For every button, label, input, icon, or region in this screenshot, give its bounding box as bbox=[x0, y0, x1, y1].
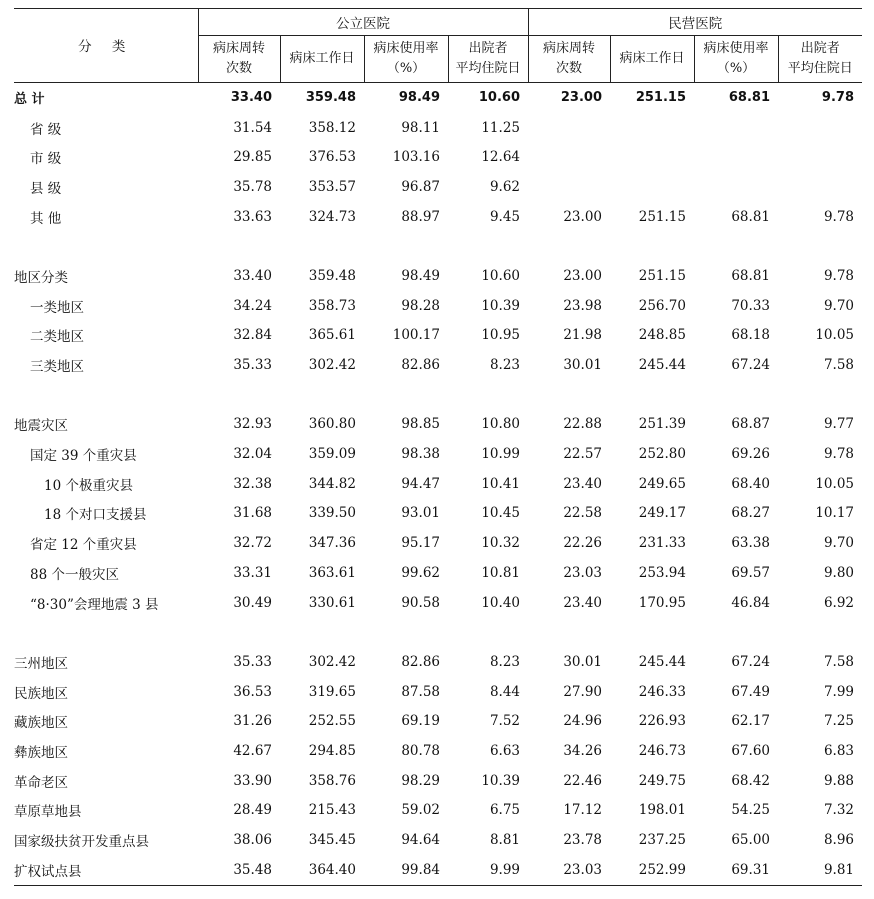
value-cell: 10.32 bbox=[481, 535, 520, 552]
table-row bbox=[14, 855, 862, 885]
value-cell: 10.80 bbox=[481, 416, 520, 433]
value-cell: 237.25 bbox=[638, 832, 686, 849]
value-cell: 10.45 bbox=[481, 505, 520, 522]
row-label: 地震灾区 bbox=[14, 418, 68, 435]
value-cell bbox=[528, 142, 610, 172]
value-cell: 6.75 bbox=[489, 802, 520, 819]
value-cell: 29.85 bbox=[233, 149, 272, 166]
value-cell: 10.05 bbox=[815, 475, 854, 492]
value-cell: 38.06 bbox=[233, 832, 272, 849]
value-cell: 12.64 bbox=[481, 149, 520, 166]
value-cell: 8.96 bbox=[823, 832, 854, 849]
value-cell: 251.39 bbox=[638, 416, 686, 433]
value-cell: 246.73 bbox=[638, 742, 686, 759]
value-cell: 23.00 bbox=[560, 90, 602, 106]
value-cell: 7.52 bbox=[489, 713, 520, 730]
column-header-line2: 平均住院日 bbox=[455, 61, 521, 76]
value-cell: 28.49 bbox=[233, 802, 272, 819]
value-cell: 35.33 bbox=[233, 357, 272, 374]
row-label: 其 他 bbox=[30, 210, 62, 227]
value-cell: 347.36 bbox=[308, 535, 356, 552]
table-row bbox=[14, 321, 862, 351]
table-row bbox=[14, 499, 862, 529]
value-cell: 42.67 bbox=[233, 742, 272, 759]
value-cell: 10.41 bbox=[481, 475, 520, 492]
value-cell: 7.25 bbox=[823, 713, 854, 730]
spacer-cell bbox=[528, 617, 610, 647]
value-cell: 294.85 bbox=[308, 742, 356, 759]
row-label: 10 个极重灾县 bbox=[44, 477, 133, 494]
row-label: 国定 39 个重灾县 bbox=[30, 448, 137, 465]
value-cell: 103.16 bbox=[392, 149, 440, 166]
value-cell: 198.01 bbox=[638, 802, 686, 819]
value-cell: 9.81 bbox=[778, 855, 862, 885]
value-cell: 376.53 bbox=[308, 149, 356, 166]
value-cell: 364.40 bbox=[280, 855, 364, 885]
value-cell: 339.50 bbox=[308, 505, 356, 522]
value-cell bbox=[778, 142, 862, 172]
table-row bbox=[14, 350, 862, 380]
value-cell: 245.44 bbox=[638, 357, 686, 374]
value-cell: 9.77 bbox=[823, 416, 854, 433]
value-cell: 359.09 bbox=[308, 446, 356, 463]
value-cell: 330.61 bbox=[308, 594, 356, 611]
value-cell: 23.00 bbox=[563, 267, 602, 284]
value-cell bbox=[610, 113, 694, 143]
value-cell: 98.28 bbox=[401, 297, 440, 314]
value-cell: 9.62 bbox=[489, 178, 520, 195]
value-cell: 9.88 bbox=[823, 772, 854, 789]
value-cell: 27.90 bbox=[563, 683, 602, 700]
row-label: 彝族地区 bbox=[14, 744, 68, 761]
value-cell: 215.43 bbox=[308, 802, 356, 819]
value-cell: 9.78 bbox=[821, 90, 854, 106]
table-row bbox=[14, 291, 862, 321]
value-cell: 10.39 bbox=[481, 772, 520, 789]
value-cell: 33.63 bbox=[233, 208, 272, 225]
value-cell: 63.38 bbox=[731, 535, 770, 552]
value-cell: 10.60 bbox=[478, 90, 520, 106]
value-cell: 68.87 bbox=[731, 416, 770, 433]
value-cell: 251.15 bbox=[638, 208, 686, 225]
table-row bbox=[14, 706, 862, 736]
row-label: 二类地区 bbox=[30, 329, 84, 346]
value-cell: 359.48 bbox=[308, 267, 356, 284]
value-cell: 69.57 bbox=[731, 564, 770, 581]
table-row bbox=[14, 677, 862, 707]
value-cell: 82.86 bbox=[401, 357, 440, 374]
value-cell: 7.99 bbox=[823, 683, 854, 700]
value-cell: 100.17 bbox=[392, 327, 440, 344]
value-cell: 11.25 bbox=[481, 119, 520, 136]
spacer-cell bbox=[364, 231, 448, 261]
row-label: 88 个一般灾区 bbox=[30, 566, 119, 583]
value-cell: 359.48 bbox=[305, 90, 356, 106]
spacer-cell bbox=[280, 617, 364, 647]
value-cell: 358.12 bbox=[308, 119, 356, 136]
row-label: 总 计 bbox=[14, 92, 45, 108]
value-cell: 344.82 bbox=[308, 475, 356, 492]
spacer-cell bbox=[14, 231, 198, 261]
value-cell: 248.85 bbox=[638, 327, 686, 344]
spacer-row bbox=[14, 380, 862, 410]
column-header-line2: 次数 bbox=[225, 61, 252, 76]
value-cell: 8.23 bbox=[489, 357, 520, 374]
column-header-line2: 平均住院日 bbox=[787, 61, 853, 76]
value-cell: 32.72 bbox=[233, 535, 272, 552]
spacer-cell bbox=[198, 231, 280, 261]
value-cell: 32.93 bbox=[233, 416, 272, 433]
column-header-line1: 病床工作日 bbox=[289, 51, 355, 66]
value-cell: 68.40 bbox=[731, 475, 770, 492]
spacer-cell bbox=[364, 617, 448, 647]
value-cell: 23.40 bbox=[563, 594, 602, 611]
value-cell: 99.62 bbox=[401, 564, 440, 581]
column-header bbox=[198, 36, 280, 83]
value-cell: 94.64 bbox=[401, 832, 440, 849]
value-cell: 30.01 bbox=[563, 357, 602, 374]
value-cell bbox=[694, 113, 778, 143]
spacer-row bbox=[14, 617, 862, 647]
table-row bbox=[14, 588, 862, 618]
value-cell: 23.03 bbox=[563, 564, 602, 581]
value-cell: 249.65 bbox=[638, 475, 686, 492]
column-header-line1: 出院者 bbox=[800, 41, 840, 56]
value-cell: 32.84 bbox=[233, 327, 272, 344]
value-cell: 93.01 bbox=[401, 505, 440, 522]
value-cell bbox=[694, 172, 778, 202]
value-cell: 30.01 bbox=[563, 653, 602, 670]
spacer-cell bbox=[280, 231, 364, 261]
spacer-cell bbox=[610, 380, 694, 410]
spacer-cell bbox=[694, 231, 778, 261]
column-header bbox=[778, 36, 862, 83]
value-cell: 82.86 bbox=[401, 653, 440, 670]
value-cell: 68.81 bbox=[728, 90, 770, 106]
table-row bbox=[14, 796, 862, 826]
table-row bbox=[14, 766, 862, 796]
value-cell: 9.70 bbox=[823, 535, 854, 552]
value-cell: 67.49 bbox=[731, 683, 770, 700]
value-cell: 98.85 bbox=[401, 416, 440, 433]
table-row bbox=[14, 142, 862, 172]
value-cell: 94.47 bbox=[401, 475, 440, 492]
row-label: 扩权试点县 bbox=[14, 855, 198, 885]
row-label: “8·30”会理地震 3 县 bbox=[30, 596, 159, 613]
hospital-bed-statistics-table bbox=[14, 8, 862, 886]
row-label: 县 级 bbox=[30, 180, 62, 197]
column-header-line1: 病床周转 bbox=[212, 41, 265, 56]
spacer-cell bbox=[778, 380, 862, 410]
spacer-cell bbox=[364, 380, 448, 410]
spacer-cell bbox=[610, 617, 694, 647]
spacer-cell bbox=[694, 617, 778, 647]
value-cell: 10.40 bbox=[481, 594, 520, 611]
value-cell: 23.78 bbox=[563, 832, 602, 849]
row-label: 三类地区 bbox=[30, 359, 84, 376]
value-cell: 54.25 bbox=[731, 802, 770, 819]
value-cell: 6.63 bbox=[489, 742, 520, 759]
spacer-cell bbox=[280, 380, 364, 410]
table-row bbox=[14, 172, 862, 202]
spacer-cell bbox=[778, 617, 862, 647]
value-cell: 70.33 bbox=[731, 297, 770, 314]
value-cell: 7.32 bbox=[823, 802, 854, 819]
value-cell: 231.33 bbox=[638, 535, 686, 552]
value-cell: 22.88 bbox=[563, 416, 602, 433]
row-label: 三州地区 bbox=[14, 655, 68, 672]
spacer-row bbox=[14, 231, 862, 261]
value-cell: 69.26 bbox=[731, 446, 770, 463]
value-cell: 90.58 bbox=[401, 594, 440, 611]
value-cell: 253.94 bbox=[638, 564, 686, 581]
value-cell: 256.70 bbox=[638, 297, 686, 314]
value-cell: 33.31 bbox=[233, 564, 272, 581]
value-cell: 23.00 bbox=[563, 208, 602, 225]
value-cell: 245.44 bbox=[638, 653, 686, 670]
value-cell: 7.58 bbox=[823, 653, 854, 670]
value-cell: 9.78 bbox=[823, 208, 854, 225]
table-row bbox=[14, 439, 862, 469]
table-row bbox=[14, 558, 862, 588]
value-cell: 365.61 bbox=[308, 327, 356, 344]
spacer-cell bbox=[14, 617, 198, 647]
value-cell: 98.11 bbox=[401, 119, 440, 136]
value-cell: 363.61 bbox=[308, 564, 356, 581]
public-hospital-header: 公立医院 bbox=[198, 9, 528, 36]
value-cell: 10.39 bbox=[481, 297, 520, 314]
value-cell: 35.78 bbox=[233, 178, 272, 195]
value-cell: 98.49 bbox=[398, 90, 440, 106]
table-row bbox=[14, 825, 862, 855]
value-cell: 23.03 bbox=[528, 855, 610, 885]
row-label: 省 级 bbox=[30, 121, 62, 138]
value-cell: 67.24 bbox=[731, 357, 770, 374]
spacer-cell bbox=[448, 231, 528, 261]
value-cell: 32.04 bbox=[233, 446, 272, 463]
value-cell: 9.80 bbox=[823, 564, 854, 581]
value-cell: 10.17 bbox=[815, 505, 854, 522]
value-cell bbox=[610, 172, 694, 202]
value-cell: 9.45 bbox=[489, 208, 520, 225]
row-label: 市 级 bbox=[30, 151, 62, 168]
value-cell: 62.17 bbox=[731, 713, 770, 730]
value-cell: 99.84 bbox=[364, 855, 448, 885]
category-header: 分 类 bbox=[14, 9, 198, 83]
value-cell: 95.17 bbox=[401, 535, 440, 552]
value-cell: 36.53 bbox=[233, 683, 272, 700]
spacer-cell bbox=[778, 231, 862, 261]
spacer-cell bbox=[528, 380, 610, 410]
value-cell: 9.78 bbox=[823, 267, 854, 284]
value-cell: 68.81 bbox=[731, 208, 770, 225]
value-cell: 10.95 bbox=[481, 327, 520, 344]
column-header-line2: 次数 bbox=[555, 61, 582, 76]
value-cell: 21.98 bbox=[563, 327, 602, 344]
value-cell: 88.97 bbox=[401, 208, 440, 225]
value-cell: 23.98 bbox=[563, 297, 602, 314]
value-cell: 31.68 bbox=[233, 505, 272, 522]
spacer-cell bbox=[448, 617, 528, 647]
value-cell: 252.99 bbox=[610, 855, 694, 885]
value-cell: 22.46 bbox=[563, 772, 602, 789]
value-cell: 246.33 bbox=[638, 683, 686, 700]
value-cell: 80.78 bbox=[401, 742, 440, 759]
value-cell: 9.70 bbox=[823, 297, 854, 314]
value-cell: 302.42 bbox=[308, 653, 356, 670]
spacer-cell bbox=[528, 231, 610, 261]
value-cell: 67.60 bbox=[731, 742, 770, 759]
row-label: 18 个对口支援县 bbox=[44, 507, 147, 524]
value-cell bbox=[528, 113, 610, 143]
column-header-line1: 病床使用率 bbox=[703, 41, 769, 56]
value-cell bbox=[778, 113, 862, 143]
value-cell: 22.58 bbox=[563, 505, 602, 522]
column-header-line1: 病床周转 bbox=[542, 41, 595, 56]
value-cell: 68.81 bbox=[731, 267, 770, 284]
value-cell: 35.33 bbox=[233, 653, 272, 670]
value-cell: 252.80 bbox=[638, 446, 686, 463]
value-cell: 98.38 bbox=[401, 446, 440, 463]
value-cell: 170.95 bbox=[638, 594, 686, 611]
value-cell: 10.60 bbox=[481, 267, 520, 284]
row-label: 革命老区 bbox=[14, 774, 68, 791]
value-cell: 68.27 bbox=[731, 505, 770, 522]
table-row bbox=[14, 736, 862, 766]
value-cell: 251.15 bbox=[638, 267, 686, 284]
value-cell: 67.24 bbox=[731, 653, 770, 670]
value-cell: 10.05 bbox=[815, 327, 854, 344]
column-header bbox=[448, 36, 528, 83]
value-cell: 8.23 bbox=[489, 653, 520, 670]
value-cell: 10.99 bbox=[481, 446, 520, 463]
value-cell: 6.83 bbox=[823, 742, 854, 759]
value-cell: 96.87 bbox=[401, 178, 440, 195]
value-cell: 345.45 bbox=[308, 832, 356, 849]
value-cell: 251.15 bbox=[635, 90, 686, 106]
value-cell: 7.58 bbox=[823, 357, 854, 374]
spacer-cell bbox=[448, 380, 528, 410]
table-row bbox=[14, 261, 862, 291]
column-header bbox=[528, 36, 610, 83]
table-row bbox=[14, 647, 862, 677]
value-cell: 23.40 bbox=[563, 475, 602, 492]
value-cell: 24.96 bbox=[563, 713, 602, 730]
value-cell: 87.58 bbox=[401, 683, 440, 700]
table-row bbox=[14, 83, 862, 113]
value-cell: 226.93 bbox=[638, 713, 686, 730]
value-cell: 10.81 bbox=[481, 564, 520, 581]
private-hospital-header: 民营医院 bbox=[528, 9, 862, 36]
column-header bbox=[694, 36, 778, 83]
value-cell: 33.90 bbox=[233, 772, 272, 789]
value-cell: 31.26 bbox=[233, 713, 272, 730]
value-cell: 302.42 bbox=[308, 357, 356, 374]
value-cell: 65.00 bbox=[731, 832, 770, 849]
row-label: 草原草地县 bbox=[14, 804, 82, 821]
column-header-line1: 病床工作日 bbox=[619, 51, 685, 66]
table-row bbox=[14, 202, 862, 232]
column-header bbox=[610, 36, 694, 83]
value-cell: 33.40 bbox=[233, 267, 272, 284]
value-cell: 8.81 bbox=[489, 832, 520, 849]
table-row bbox=[14, 410, 862, 440]
value-cell: 98.49 bbox=[401, 267, 440, 284]
value-cell bbox=[778, 172, 862, 202]
value-cell: 353.57 bbox=[308, 178, 356, 195]
row-label: 地区分类 bbox=[14, 269, 68, 286]
value-cell: 98.29 bbox=[401, 772, 440, 789]
value-cell: 22.57 bbox=[563, 446, 602, 463]
value-cell: 69.19 bbox=[401, 713, 440, 730]
value-cell: 249.75 bbox=[638, 772, 686, 789]
spacer-cell bbox=[198, 380, 280, 410]
value-cell: 59.02 bbox=[401, 802, 440, 819]
row-label: 国家级扶贫开发重点县 bbox=[14, 834, 149, 851]
value-cell: 30.49 bbox=[233, 594, 272, 611]
value-cell: 252.55 bbox=[308, 713, 356, 730]
spacer-cell bbox=[694, 380, 778, 410]
table-row bbox=[14, 469, 862, 499]
value-cell: 358.76 bbox=[308, 772, 356, 789]
value-cell: 17.12 bbox=[563, 802, 602, 819]
value-cell: 324.73 bbox=[308, 208, 356, 225]
value-cell: 9.78 bbox=[823, 446, 854, 463]
value-cell: 6.92 bbox=[823, 594, 854, 611]
spacer-cell bbox=[610, 231, 694, 261]
value-cell: 32.38 bbox=[233, 475, 272, 492]
value-cell: 68.42 bbox=[731, 772, 770, 789]
value-cell: 8.44 bbox=[489, 683, 520, 700]
value-cell bbox=[610, 142, 694, 172]
value-cell: 69.31 bbox=[694, 855, 778, 885]
column-header-line1: 病床使用率 bbox=[373, 41, 439, 56]
column-header-line1: 出院者 bbox=[468, 41, 508, 56]
value-cell: 31.54 bbox=[233, 119, 272, 136]
column-header bbox=[280, 36, 364, 83]
value-cell: 22.26 bbox=[563, 535, 602, 552]
value-cell: 68.18 bbox=[731, 327, 770, 344]
row-label: 民族地区 bbox=[14, 685, 68, 702]
table-row bbox=[14, 528, 862, 558]
value-cell bbox=[694, 142, 778, 172]
value-cell bbox=[528, 172, 610, 202]
value-cell: 46.84 bbox=[731, 594, 770, 611]
column-header bbox=[364, 36, 448, 83]
column-header-line2: （%） bbox=[716, 61, 756, 76]
value-cell: 33.40 bbox=[230, 90, 272, 106]
value-cell: 9.99 bbox=[448, 855, 528, 885]
value-cell: 34.26 bbox=[563, 742, 602, 759]
value-cell: 35.48 bbox=[198, 855, 280, 885]
value-cell: 249.17 bbox=[638, 505, 686, 522]
column-header-line2: （%） bbox=[386, 61, 426, 76]
value-cell: 360.80 bbox=[308, 416, 356, 433]
value-cell: 34.24 bbox=[233, 297, 272, 314]
spacer-cell bbox=[14, 380, 198, 410]
row-label: 一类地区 bbox=[30, 299, 84, 316]
spacer-cell bbox=[198, 617, 280, 647]
value-cell: 319.65 bbox=[308, 683, 356, 700]
row-label: 省定 12 个重灾县 bbox=[30, 537, 137, 554]
value-cell: 358.73 bbox=[308, 297, 356, 314]
row-label: 藏族地区 bbox=[14, 715, 68, 732]
table-row bbox=[14, 113, 862, 143]
